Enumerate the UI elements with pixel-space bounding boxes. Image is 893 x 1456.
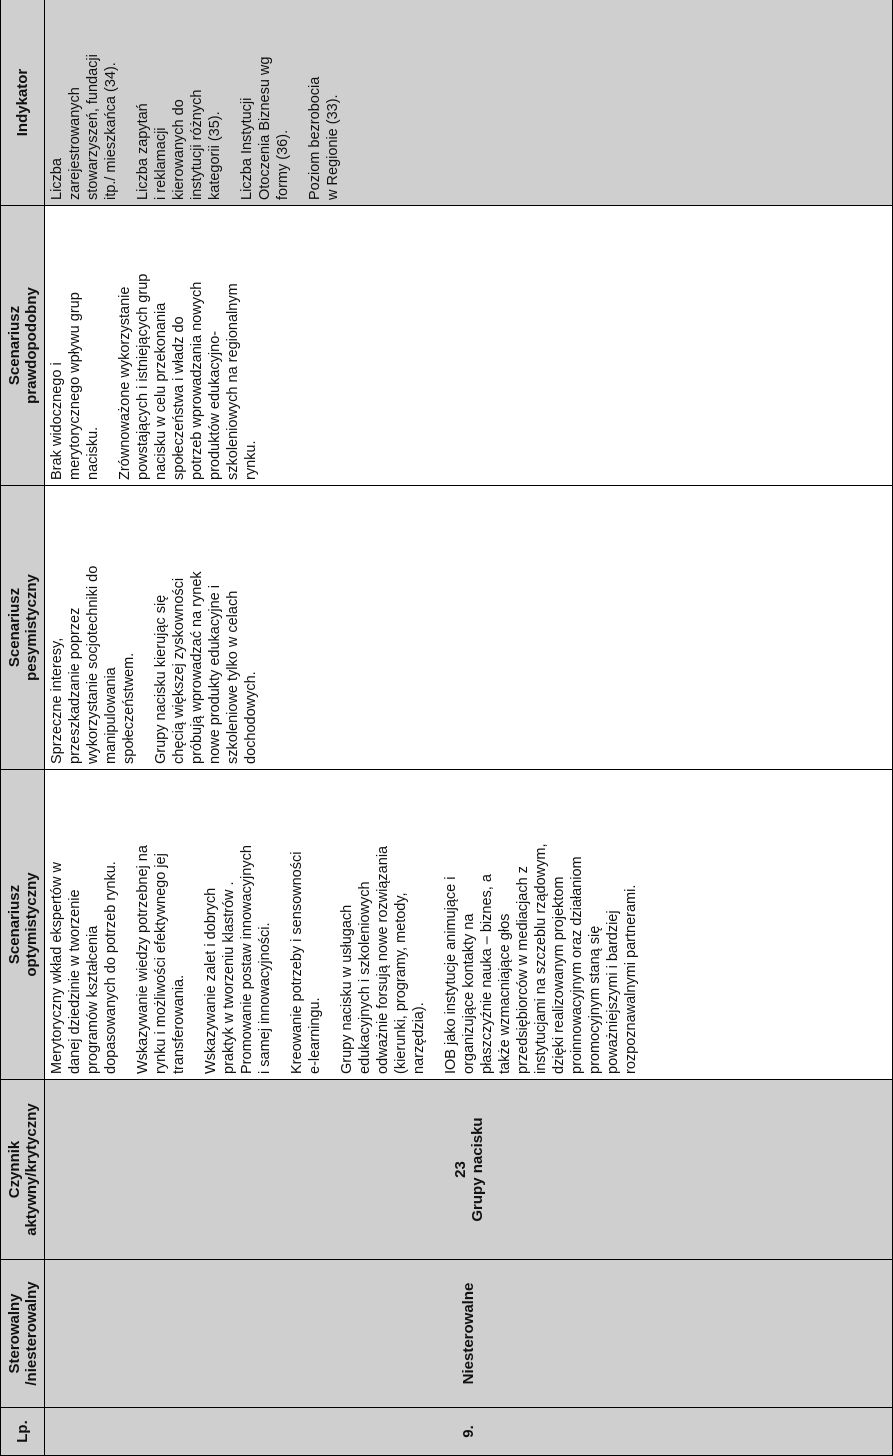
header-czynnik: Czynnik aktywny/krytyczny bbox=[1, 1080, 45, 1260]
indykator-paragraph: Liczba zarejestrowanych stowarzyszeń, fundacji itp./ mieszkańca (34). bbox=[49, 54, 119, 200]
header-lp: Lp. bbox=[1, 1408, 45, 1456]
optymistyczny-paragraph: Merytoryczny wkład ekspertów w danej dziedzinie w tworzenie programów kształcenia dopasowanych do potrzeb rynku. bbox=[49, 861, 119, 1074]
cell-optymistyczny bbox=[45, 770, 893, 1080]
cell-prawdopodobny bbox=[45, 206, 893, 486]
cell-czynnik bbox=[45, 1080, 893, 1260]
header-sterowalny: Sterowalny /niesterowalny bbox=[1, 1260, 45, 1408]
optymistyczny-paragraph: Wskazywanie zalet i dobrych praktyk w tworzeniu klastrów . Promowanie postaw innowacyjnych i samej innowacyjności. bbox=[203, 845, 273, 1074]
cell-pesymistyczny bbox=[45, 486, 893, 770]
optymistyczny-paragraph: Kreowanie potrzeby i sensowności e-learningu. bbox=[289, 851, 323, 1074]
cell-lp: 9. bbox=[45, 1408, 893, 1456]
header-row bbox=[1, 0, 45, 1456]
cell-indykator bbox=[45, 0, 893, 206]
prawdopodobny-paragraph: Brak widocznego i merytorycznego wpływu grup nacisku. bbox=[49, 292, 101, 480]
czynnik-name: Grupy nacisku bbox=[468, 1117, 486, 1222]
table-row bbox=[45, 0, 893, 1456]
pesymistyczny-paragraph: Grupy nacisku kierując się chęcią większej zyskowności próbują wprowadzać na rynek nowe produkty edukacyjne i szkoleniowe tylko w celach dochodowych. bbox=[153, 571, 259, 764]
header-scenariusz-prawdopodobny: Scenariusz prawdopodobny bbox=[1, 206, 45, 486]
optymistyczny-paragraph: IOB jako instytucje animujące i organizujące kontakty na płaszczyźnie nauka – biznes, a także wzmacniające głos przedsiębiorców w mediacjach z instytucjami na szczeblu rządowym, dzięki realizowanym projektom proinnowacyjnym oraz działaniom promocyjnym staną się poważniejszymi i bardziej rozpoznawalnymi partnerami. bbox=[443, 843, 639, 1074]
czynnik-number: 23 bbox=[451, 1161, 469, 1178]
indykator-paragraph: Liczba zapytań i reklamacji kierowanych do instytucji różnych kategorii (35). bbox=[135, 89, 223, 200]
header-indykator: Indykator bbox=[1, 0, 45, 206]
indykator-paragraph: Liczba Instytucji Otoczenia Biznesu wg formy (36). bbox=[239, 56, 291, 200]
optymistyczny-paragraph: Wskazywanie wiedzy potrzebnej na rynku i możliwości efektywnego jej transferowania. bbox=[135, 845, 187, 1074]
indykator-paragraph: Poziom bezrobocia w Regionie (33). bbox=[307, 76, 341, 200]
header-scenariusz-pesymistyczny: Scenariusz pesymistyczny bbox=[1, 486, 45, 770]
optymistyczny-paragraph: Grupy nacisku w usługach edukacyjnych i szkoleniowych odważnie forsują nowe rozwiązania (kierunki, programy, metody, narzędzia). bbox=[339, 845, 427, 1074]
pesymistyczny-paragraph: Sprzeczne interesy, przeszkadzanie poprzez wykorzystanie socjotechniki do manipulowania społeczeństwem. bbox=[49, 565, 137, 764]
header-scenariusz-optymistyczny: Scenariusz optymistyczny bbox=[1, 770, 45, 1080]
prawdopodobny-paragraph: Zrównoważone wykorzystanie powstających i istniejących grup nacisku w celu przekonania społeczeństwa i władz do potrzeb wprowadzania nowych produktów edukacyjno- szkoleniowych na regionalnym rynku. bbox=[117, 273, 259, 480]
cell-sterowalny: Niesterowalne bbox=[45, 1260, 893, 1408]
